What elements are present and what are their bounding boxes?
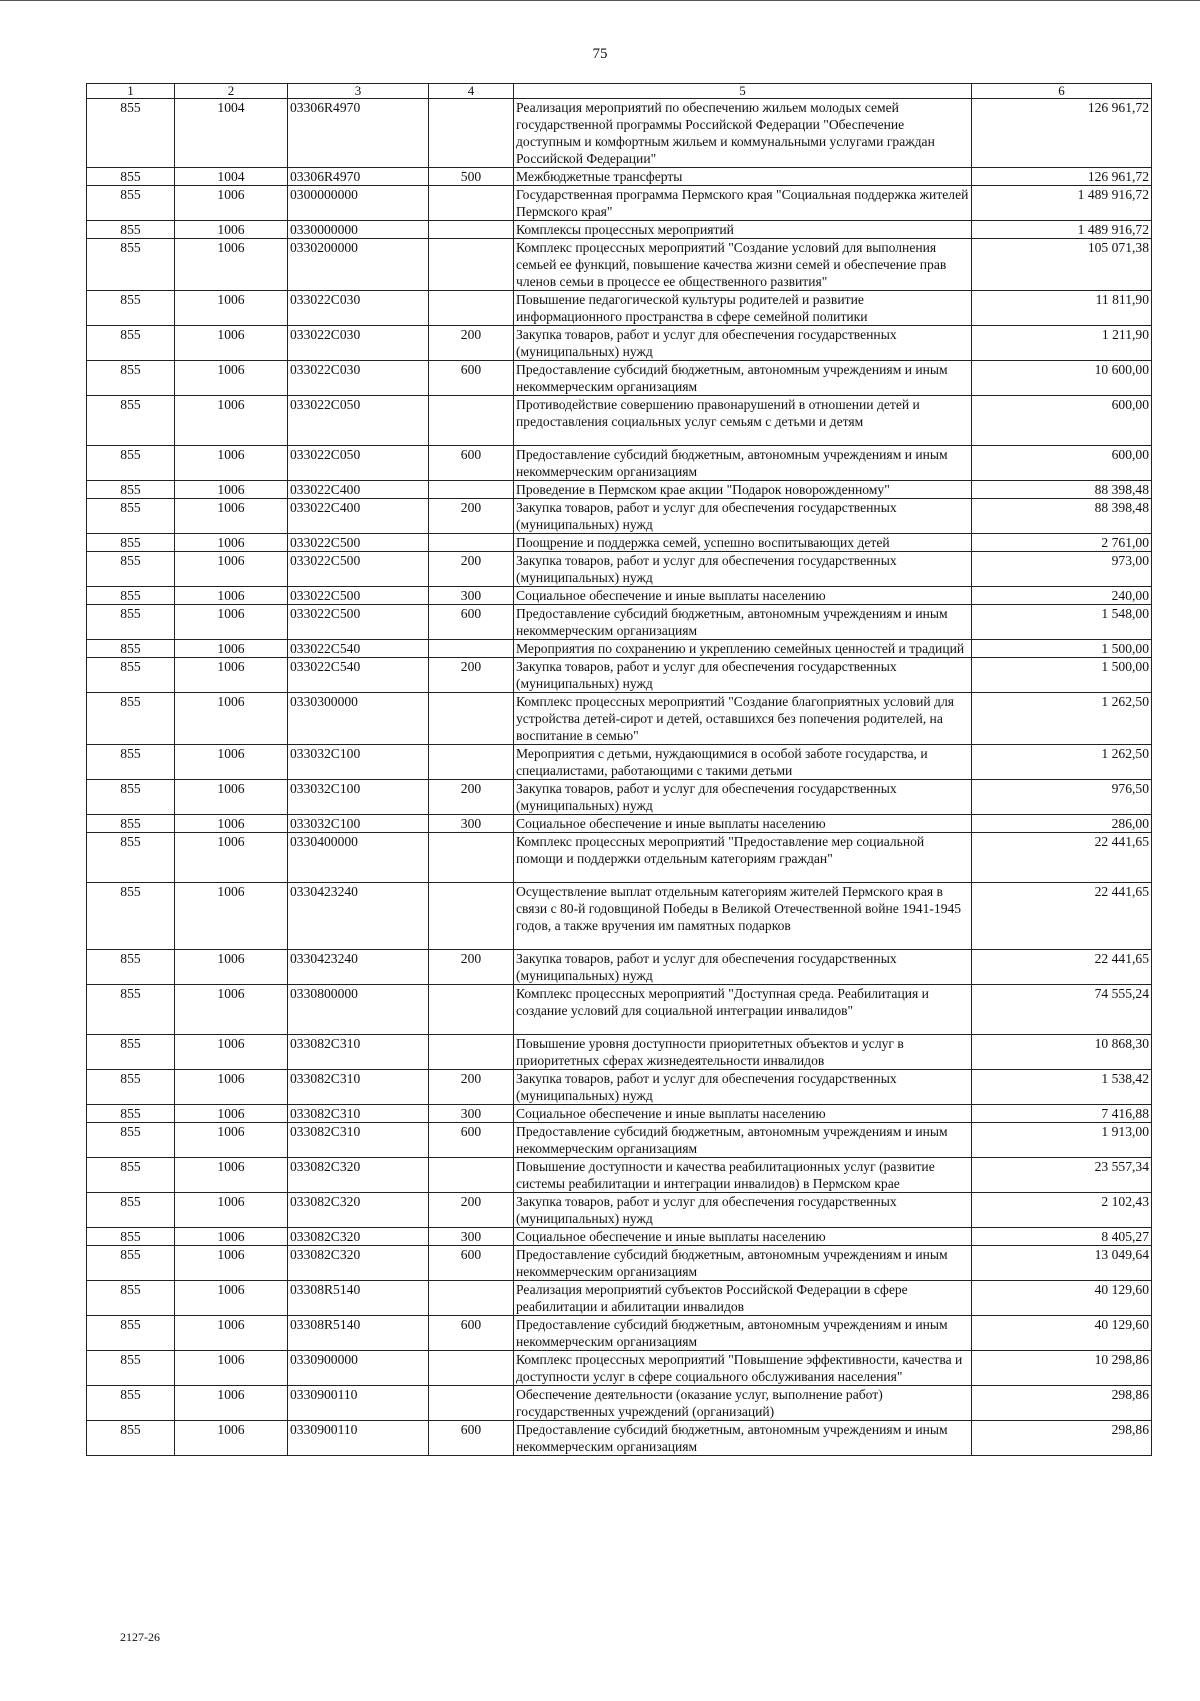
cell-item-name: Реализация мероприятий субъектов Российской Федерации в сфере реабилитации и абилитации инвалидов <box>514 1281 972 1316</box>
cell-target-code: 033022С030 <box>288 291 429 326</box>
cell-target-code: 033082С320 <box>288 1228 429 1246</box>
cell-section-code: 1004 <box>175 99 288 168</box>
cell-expense-type: 200 <box>429 499 514 534</box>
cell-admin-code: 855 <box>87 1316 175 1351</box>
cell-item-name: Закупка товаров, работ и услуг для обеспечения государственных (муниципальных) нужд <box>514 658 972 693</box>
table-row <box>87 587 1152 605</box>
cell-item-name: Социальное обеспечение и иные выплаты населению <box>514 815 972 833</box>
cell-amount: 2 102,43 <box>972 1193 1152 1228</box>
cell-amount: 11 811,90 <box>972 291 1152 326</box>
table-row <box>87 221 1152 239</box>
cell-target-code: 033022С030 <box>288 326 429 361</box>
table-row <box>87 552 1152 587</box>
cell-amount: 126 961,72 <box>972 168 1152 186</box>
cell-target-code: 033022С500 <box>288 534 429 552</box>
cell-admin-code: 855 <box>87 745 175 780</box>
cell-item-name: Предоставление субсидий бюджетным, автономным учреждениям и иным некоммерческим организациям <box>514 1246 972 1281</box>
cell-section-code: 1006 <box>175 1316 288 1351</box>
cell-admin-code: 855 <box>87 1281 175 1316</box>
cell-admin-code: 855 <box>87 1158 175 1193</box>
cell-expense-type <box>429 1351 514 1386</box>
cell-expense-type <box>429 1158 514 1193</box>
cell-item-name: Предоставление субсидий бюджетным, автономным учреждениям и иным некоммерческим организациям <box>514 361 972 396</box>
cell-item-name: Мероприятия с детьми, нуждающимися в особой заботе государства, и специалистами, работающими с такими детьми <box>514 745 972 780</box>
cell-admin-code: 855 <box>87 552 175 587</box>
cell-admin-code: 855 <box>87 396 175 446</box>
table-row <box>87 780 1152 815</box>
cell-amount: 88 398,48 <box>972 481 1152 499</box>
cell-amount: 40 129,60 <box>972 1281 1152 1316</box>
cell-expense-type: 600 <box>429 1316 514 1351</box>
cell-admin-code: 855 <box>87 326 175 361</box>
cell-section-code: 1006 <box>175 985 288 1035</box>
table-row <box>87 985 1152 1035</box>
cell-target-code: 033032С100 <box>288 780 429 815</box>
cell-admin-code: 855 <box>87 1123 175 1158</box>
cell-section-code: 1006 <box>175 361 288 396</box>
cell-amount: 2 761,00 <box>972 534 1152 552</box>
cell-target-code: 0330423240 <box>288 950 429 985</box>
cell-section-code: 1006 <box>175 291 288 326</box>
cell-expense-type: 300 <box>429 815 514 833</box>
table-row <box>87 1351 1152 1386</box>
cell-expense-type: 200 <box>429 326 514 361</box>
cell-item-name: Закупка товаров, работ и услуг для обеспечения государственных (муниципальных) нужд <box>514 499 972 534</box>
table-row <box>87 1193 1152 1228</box>
cell-admin-code: 855 <box>87 221 175 239</box>
cell-amount: 10 298,86 <box>972 1351 1152 1386</box>
header-col-3: 3 <box>288 84 429 99</box>
cell-expense-type <box>429 640 514 658</box>
cell-item-name: Межбюджетные трансферты <box>514 168 972 186</box>
cell-amount: 1 538,42 <box>972 1070 1152 1105</box>
cell-target-code: 0330900110 <box>288 1421 429 1456</box>
cell-admin-code: 855 <box>87 1035 175 1070</box>
cell-section-code: 1004 <box>175 168 288 186</box>
cell-admin-code: 855 <box>87 833 175 883</box>
cell-section-code: 1006 <box>175 1281 288 1316</box>
cell-amount: 1 262,50 <box>972 745 1152 780</box>
cell-expense-type: 600 <box>429 446 514 481</box>
cell-item-name: Комплекс процессных мероприятий "Доступная среда. Реабилитация и создание условий для социальной интеграции инвалидов" <box>514 985 972 1035</box>
cell-section-code: 1006 <box>175 396 288 446</box>
cell-section-code: 1006 <box>175 587 288 605</box>
cell-expense-type <box>429 833 514 883</box>
table-row <box>87 1421 1152 1456</box>
cell-section-code: 1006 <box>175 1158 288 1193</box>
cell-target-code: 033022С050 <box>288 396 429 446</box>
cell-expense-type <box>429 99 514 168</box>
cell-section-code: 1006 <box>175 239 288 291</box>
cell-amount: 10 868,30 <box>972 1035 1152 1070</box>
cell-admin-code: 855 <box>87 658 175 693</box>
cell-section-code: 1006 <box>175 833 288 883</box>
cell-expense-type: 600 <box>429 1421 514 1456</box>
cell-expense-type: 200 <box>429 950 514 985</box>
table-row <box>87 1281 1152 1316</box>
page-number: 75 <box>592 46 608 62</box>
cell-amount: 105 071,38 <box>972 239 1152 291</box>
table-row <box>87 326 1152 361</box>
cell-item-name: Повышение доступности и качества реабилитационных услуг (развитие системы реабилитации и интеграции инвалидов) в Пермском крае <box>514 1158 972 1193</box>
table-row <box>87 1246 1152 1281</box>
cell-target-code: 033022С400 <box>288 481 429 499</box>
cell-admin-code: 855 <box>87 1421 175 1456</box>
table-row <box>87 361 1152 396</box>
cell-amount: 10 600,00 <box>972 361 1152 396</box>
cell-item-name: Закупка товаров, работ и услуг для обеспечения государственных (муниципальных) нужд <box>514 780 972 815</box>
cell-expense-type: 300 <box>429 587 514 605</box>
cell-admin-code: 855 <box>87 1228 175 1246</box>
cell-section-code: 1006 <box>175 481 288 499</box>
cell-admin-code: 855 <box>87 1193 175 1228</box>
header-col-1: 1 <box>87 84 175 99</box>
cell-expense-type: 500 <box>429 168 514 186</box>
cell-expense-type <box>429 221 514 239</box>
cell-admin-code: 855 <box>87 780 175 815</box>
cell-item-name: Комплекс процессных мероприятий "Создание условий для выполнения семьей ее функций, повышение качества жизни семей и обеспечение прав членов семьи в процессе ее общественного развития" <box>514 239 972 291</box>
cell-section-code: 1006 <box>175 1386 288 1421</box>
cell-expense-type <box>429 481 514 499</box>
cell-target-code: 033022С500 <box>288 605 429 640</box>
cell-section-code: 1006 <box>175 693 288 745</box>
cell-admin-code: 855 <box>87 1386 175 1421</box>
cell-amount: 88 398,48 <box>972 499 1152 534</box>
cell-amount: 240,00 <box>972 587 1152 605</box>
cell-admin-code: 855 <box>87 640 175 658</box>
cell-target-code: 033032С100 <box>288 745 429 780</box>
cell-target-code: 033082С310 <box>288 1105 429 1123</box>
cell-amount: 22 441,65 <box>972 883 1152 950</box>
header-col-2: 2 <box>175 84 288 99</box>
cell-amount: 40 129,60 <box>972 1316 1152 1351</box>
table-row <box>87 1386 1152 1421</box>
cell-target-code: 033082С310 <box>288 1070 429 1105</box>
header-col-4: 4 <box>429 84 514 99</box>
cell-item-name: Противодействие совершению правонарушений в отношении детей и предоставления социальных услуг семьям с детьми и детям <box>514 396 972 446</box>
cell-expense-type <box>429 186 514 221</box>
cell-amount: 1 548,00 <box>972 605 1152 640</box>
cell-item-name: Предоставление субсидий бюджетным, автономным учреждениям и иным некоммерческим организациям <box>514 605 972 640</box>
cell-section-code: 1006 <box>175 221 288 239</box>
cell-amount: 1 262,50 <box>972 693 1152 745</box>
cell-expense-type <box>429 239 514 291</box>
cell-target-code: 033022С500 <box>288 587 429 605</box>
cell-section-code: 1006 <box>175 1193 288 1228</box>
cell-section-code: 1006 <box>175 640 288 658</box>
cell-admin-code: 855 <box>87 99 175 168</box>
table-row <box>87 99 1152 168</box>
cell-section-code: 1006 <box>175 1105 288 1123</box>
cell-item-name: Закупка товаров, работ и услуг для обеспечения государственных (муниципальных) нужд <box>514 1193 972 1228</box>
cell-target-code: 033022С540 <box>288 658 429 693</box>
cell-amount: 7 416,88 <box>972 1105 1152 1123</box>
cell-expense-type <box>429 985 514 1035</box>
cell-item-name: Государственная программа Пермского края "Социальная поддержка жителей Пермского края" <box>514 186 972 221</box>
cell-amount: 1 913,00 <box>972 1123 1152 1158</box>
cell-target-code: 033022С030 <box>288 361 429 396</box>
cell-admin-code: 855 <box>87 239 175 291</box>
cell-target-code: 0330900110 <box>288 1386 429 1421</box>
cell-expense-type <box>429 1281 514 1316</box>
table-row <box>87 239 1152 291</box>
cell-expense-type <box>429 1386 514 1421</box>
budget-table-container <box>86 83 1151 1456</box>
cell-admin-code: 855 <box>87 1105 175 1123</box>
cell-section-code: 1006 <box>175 499 288 534</box>
table-row <box>87 1158 1152 1193</box>
cell-item-name: Социальное обеспечение и иные выплаты населению <box>514 1228 972 1246</box>
cell-admin-code: 855 <box>87 481 175 499</box>
cell-admin-code: 855 <box>87 985 175 1035</box>
table-row <box>87 168 1152 186</box>
table-row <box>87 1123 1152 1158</box>
cell-admin-code: 855 <box>87 1070 175 1105</box>
cell-item-name: Мероприятия по сохранению и укреплению семейных ценностей и традиций <box>514 640 972 658</box>
cell-section-code: 1006 <box>175 446 288 481</box>
cell-amount: 600,00 <box>972 396 1152 446</box>
cell-section-code: 1006 <box>175 950 288 985</box>
table-row <box>87 693 1152 745</box>
cell-target-code: 0300000000 <box>288 186 429 221</box>
cell-target-code: 03308R5140 <box>288 1316 429 1351</box>
cell-expense-type: 600 <box>429 1246 514 1281</box>
table-row <box>87 1035 1152 1070</box>
table-row <box>87 1105 1152 1123</box>
cell-admin-code: 855 <box>87 361 175 396</box>
cell-item-name: Реализация мероприятий по обеспечению жильем молодых семей государственной программы Российской Федерации "Обеспечение доступным и комфортным жильем и коммунальными услугами граждан Российской Федерации" <box>514 99 972 168</box>
table-row <box>87 1070 1152 1105</box>
table-row <box>87 1228 1152 1246</box>
cell-admin-code: 855 <box>87 883 175 950</box>
cell-section-code: 1006 <box>175 1246 288 1281</box>
footer-document-code: 2127-26 <box>120 1630 160 1644</box>
cell-admin-code: 855 <box>87 693 175 745</box>
cell-item-name: Комплекс процессных мероприятий "Создание благоприятных условий для устройства детей-сирот и детей, оставшихся без попечения родителей, на воспитание в семью" <box>514 693 972 745</box>
cell-amount: 1 500,00 <box>972 658 1152 693</box>
cell-target-code: 0330000000 <box>288 221 429 239</box>
cell-section-code: 1006 <box>175 1035 288 1070</box>
cell-item-name: Закупка товаров, работ и услуг для обеспечения государственных (муниципальных) нужд <box>514 552 972 587</box>
cell-amount: 286,00 <box>972 815 1152 833</box>
table-row <box>87 534 1152 552</box>
cell-section-code: 1006 <box>175 658 288 693</box>
table-row <box>87 499 1152 534</box>
cell-target-code: 033022С400 <box>288 499 429 534</box>
top-edge-line <box>0 0 1200 1</box>
cell-admin-code: 855 <box>87 534 175 552</box>
cell-section-code: 1006 <box>175 1123 288 1158</box>
cell-expense-type: 200 <box>429 780 514 815</box>
cell-item-name: Повышение педагогической культуры родителей и развитие информационного пространства в сфере семейной политики <box>514 291 972 326</box>
cell-target-code: 033082С310 <box>288 1035 429 1070</box>
cell-target-code: 03306R4970 <box>288 99 429 168</box>
cell-target-code: 0330300000 <box>288 693 429 745</box>
cell-section-code: 1006 <box>175 186 288 221</box>
cell-admin-code: 855 <box>87 950 175 985</box>
cell-section-code: 1006 <box>175 534 288 552</box>
cell-item-name: Предоставление субсидий бюджетным, автономным учреждениям и иным некоммерческим организациям <box>514 1316 972 1351</box>
cell-amount: 8 405,27 <box>972 1228 1152 1246</box>
cell-target-code: 033082С320 <box>288 1193 429 1228</box>
cell-expense-type: 600 <box>429 605 514 640</box>
cell-admin-code: 855 <box>87 168 175 186</box>
cell-target-code: 0330423240 <box>288 883 429 950</box>
cell-amount: 298,86 <box>972 1421 1152 1456</box>
cell-admin-code: 855 <box>87 499 175 534</box>
cell-amount: 23 557,34 <box>972 1158 1152 1193</box>
header-col-5: 5 <box>514 84 972 99</box>
cell-amount: 973,00 <box>972 552 1152 587</box>
cell-item-name: Проведение в Пермском крае акции "Подарок новорожденному" <box>514 481 972 499</box>
cell-section-code: 1006 <box>175 1228 288 1246</box>
table-body <box>87 99 1152 1456</box>
cell-amount: 600,00 <box>972 446 1152 481</box>
table-row <box>87 605 1152 640</box>
cell-target-code: 033082С320 <box>288 1246 429 1281</box>
cell-section-code: 1006 <box>175 780 288 815</box>
cell-item-name: Предоставление субсидий бюджетным, автономным учреждениям и иным некоммерческим организациям <box>514 446 972 481</box>
table-row <box>87 186 1152 221</box>
cell-amount: 1 489 916,72 <box>972 186 1152 221</box>
cell-amount: 13 049,64 <box>972 1246 1152 1281</box>
cell-expense-type <box>429 1035 514 1070</box>
cell-amount: 976,50 <box>972 780 1152 815</box>
table-row <box>87 1316 1152 1351</box>
cell-target-code: 033082С310 <box>288 1123 429 1158</box>
header-col-6: 6 <box>972 84 1152 99</box>
table-row <box>87 815 1152 833</box>
table-row <box>87 950 1152 985</box>
cell-admin-code: 855 <box>87 291 175 326</box>
cell-expense-type <box>429 693 514 745</box>
table-row <box>87 658 1152 693</box>
cell-expense-type <box>429 291 514 326</box>
cell-amount: 298,86 <box>972 1386 1152 1421</box>
cell-admin-code: 855 <box>87 605 175 640</box>
cell-item-name: Комплексы процессных мероприятий <box>514 221 972 239</box>
cell-target-code: 0330200000 <box>288 239 429 291</box>
cell-item-name: Закупка товаров, работ и услуг для обеспечения государственных (муниципальных) нужд <box>514 326 972 361</box>
cell-amount: 74 555,24 <box>972 985 1152 1035</box>
cell-expense-type: 300 <box>429 1105 514 1123</box>
cell-item-name: Повышение уровня доступности приоритетных объектов и услуг в приоритетных сферах жизнедеятельности инвалидов <box>514 1035 972 1070</box>
cell-admin-code: 855 <box>87 1351 175 1386</box>
cell-expense-type <box>429 534 514 552</box>
cell-admin-code: 855 <box>87 815 175 833</box>
cell-target-code: 033022С500 <box>288 552 429 587</box>
table-row <box>87 640 1152 658</box>
cell-target-code: 0330900000 <box>288 1351 429 1386</box>
cell-section-code: 1006 <box>175 552 288 587</box>
cell-section-code: 1006 <box>175 1351 288 1386</box>
cell-item-name: Закупка товаров, работ и услуг для обеспечения государственных (муниципальных) нужд <box>514 1070 972 1105</box>
cell-section-code: 1006 <box>175 1070 288 1105</box>
cell-target-code: 033022С540 <box>288 640 429 658</box>
cell-admin-code: 855 <box>87 186 175 221</box>
cell-item-name: Предоставление субсидий бюджетным, автономным учреждениям и иным некоммерческим организациям <box>514 1123 972 1158</box>
cell-item-name: Социальное обеспечение и иные выплаты населению <box>514 1105 972 1123</box>
table-row <box>87 745 1152 780</box>
cell-expense-type <box>429 745 514 780</box>
cell-expense-type: 200 <box>429 552 514 587</box>
cell-amount: 22 441,65 <box>972 950 1152 985</box>
cell-section-code: 1006 <box>175 326 288 361</box>
cell-amount: 1 489 916,72 <box>972 221 1152 239</box>
cell-item-name: Закупка товаров, работ и услуг для обеспечения государственных (муниципальных) нужд <box>514 950 972 985</box>
table-row <box>87 833 1152 883</box>
cell-section-code: 1006 <box>175 605 288 640</box>
table-row <box>87 481 1152 499</box>
cell-target-code: 03308R5140 <box>288 1281 429 1316</box>
cell-target-code: 0330800000 <box>288 985 429 1035</box>
cell-target-code: 033082С320 <box>288 1158 429 1193</box>
cell-amount: 126 961,72 <box>972 99 1152 168</box>
cell-expense-type: 200 <box>429 658 514 693</box>
cell-amount: 1 211,90 <box>972 326 1152 361</box>
table-row <box>87 396 1152 446</box>
cell-item-name: Социальное обеспечение и иные выплаты населению <box>514 587 972 605</box>
cell-section-code: 1006 <box>175 883 288 950</box>
cell-expense-type: 600 <box>429 361 514 396</box>
cell-section-code: 1006 <box>175 815 288 833</box>
cell-item-name: Обеспечение деятельности (оказание услуг, выполнение работ) государственных учреждений (организаций) <box>514 1386 972 1421</box>
cell-target-code: 0330400000 <box>288 833 429 883</box>
cell-target-code: 033032С100 <box>288 815 429 833</box>
cell-admin-code: 855 <box>87 1246 175 1281</box>
cell-expense-type <box>429 883 514 950</box>
cell-expense-type: 600 <box>429 1123 514 1158</box>
table-row <box>87 883 1152 950</box>
cell-amount: 22 441,65 <box>972 833 1152 883</box>
cell-item-name: Осуществление выплат отдельным категориям жителей Пермского края в связи с 80-й годовщиной Победы в Великой Отечественной войне 1941-1945 годов, а также вручения им памятных подарков <box>514 883 972 950</box>
cell-admin-code: 855 <box>87 446 175 481</box>
cell-item-name: Комплекс процессных мероприятий "Повышение эффективности, качества и доступности услуг в сфере социального обслуживания населения" <box>514 1351 972 1386</box>
table-row <box>87 446 1152 481</box>
cell-target-code: 03306R4970 <box>288 168 429 186</box>
cell-expense-type: 200 <box>429 1193 514 1228</box>
budget-table <box>86 83 1152 1456</box>
cell-target-code: 033022С050 <box>288 446 429 481</box>
cell-section-code: 1006 <box>175 745 288 780</box>
cell-item-name: Предоставление субсидий бюджетным, автономным учреждениям и иным некоммерческим организациям <box>514 1421 972 1456</box>
cell-section-code: 1006 <box>175 1421 288 1456</box>
cell-amount: 1 500,00 <box>972 640 1152 658</box>
cell-expense-type <box>429 396 514 446</box>
table-row <box>87 291 1152 326</box>
cell-expense-type: 200 <box>429 1070 514 1105</box>
cell-expense-type: 300 <box>429 1228 514 1246</box>
cell-item-name: Комплекс процессных мероприятий "Предоставление мер социальной помощи и поддержки отдельным категориям граждан" <box>514 833 972 883</box>
cell-admin-code: 855 <box>87 587 175 605</box>
table-header-row <box>87 84 1152 99</box>
cell-item-name: Поощрение и поддержка семей, успешно воспитывающих детей <box>514 534 972 552</box>
